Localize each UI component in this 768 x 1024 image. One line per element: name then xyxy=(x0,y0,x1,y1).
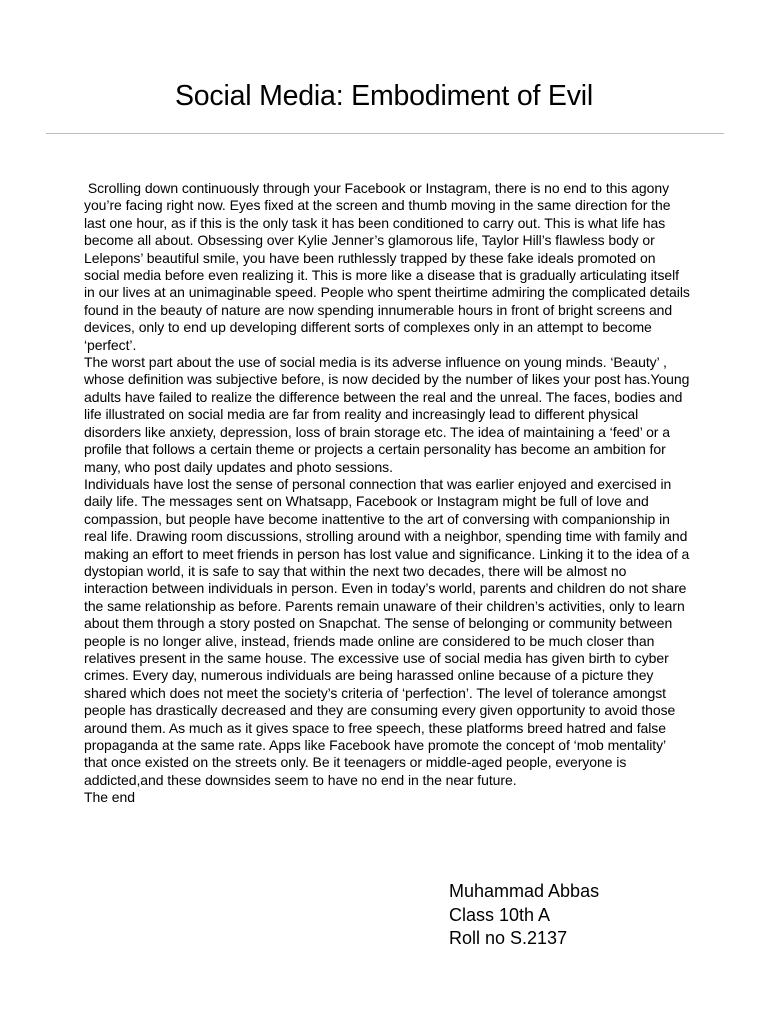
paragraph-intro: Scrolling down continuously through your Facebook or Instagram, there is no end to this agony you’re facing right now. Eyes fixed at the screen and thumb moving in the same direction for the last one hour, as if this is the only task it has been conditioned to carry out. This is what life has become all about. Obsessing over Kylie Jenner’s glamorous life, Taylor Hill’s flawless body or Lelepons’ beautiful smile, you have been ruthlessly trapped by these fake ideals promoted on social media before even realizing it. This is more like a disease that is gradually articulating itself in our lives at an unimaginable speed. People who spent theirtime admiring the complicated details found in the beauty of nature are now spending innumerable hours in front of bright screens and devices, only to end up developing different sorts of complexes only in an attempt to become ‘perfect’. xyxy=(84,180,694,353)
paragraph-influence: The worst part about the use of social media is its adverse influence on young minds. ‘Beauty’ , whose definition was subjective before, is now decided by the number of likes your post has.Young adults have failed to realize the difference between the real and the unreal. The faces, bodies and life illustrated on social media are far from reality and increasingly lead to different physical disorders like anxiety, depression, loss of brain storage etc. The idea of maintaining a ‘feed’ or a profile that follows a certain theme or projects a certain personality has become an ambition for many, who post daily updates and photo sessions. xyxy=(84,354,690,475)
author-signature-block xyxy=(449,880,599,951)
author-class: Class 10th A xyxy=(449,904,551,925)
author-name: Muhammad Abbas xyxy=(449,881,600,901)
page-title: Social Media: Embodiment of Evil xyxy=(174,80,594,112)
paragraph-ending: The end xyxy=(84,789,135,806)
title-divider xyxy=(46,133,724,134)
author-roll-number: Roll no S.2137 xyxy=(449,928,568,948)
essay-body xyxy=(84,180,694,807)
paragraph-connection: Individuals have lost the sense of personal connection that was earlier enjoyed and exercised in daily life. The messages sent on Whatsapp, Facebook or Instagram might be full of love and compassion, but people have become inattentive to the art of conversing with companionship in real life. Drawing room discussions, strolling around with a neighbor, spending time with family and making an effort to meet friends in person has lost value and significance. Linking it to the idea of a dystopian world, it is safe to say that within the next two decades, there will be almost no interaction between individuals in person. Even in today’s world, parents and children do not share the same relationship as before. Parents remain unaware of their children’s activities, only to learn about them through a story posted on Snapchat. The sense of belonging or community between people is no longer alive, instead, friends made online are considered to be much closer than relatives present in the same house. The excessive use of social media has given birth to cyber crimes. Every day, numerous individuals are being harassed online because of a picture they shared which does not meet the society’s criteria of ‘perfection’. The level of tolerance amongst people has drastically decreased and they are consuming every given opportunity to avoid those around them. As much as it gives space to free speech, these platforms breed hatred and false propaganda at the same rate. Apps like Facebook have promote the concept of ‘mob mentality’ that once existed on the streets only. Be it teenagers or middle-aged people, everyone is addicted,and these downsides seem to have no end in the near future. xyxy=(84,475,690,788)
